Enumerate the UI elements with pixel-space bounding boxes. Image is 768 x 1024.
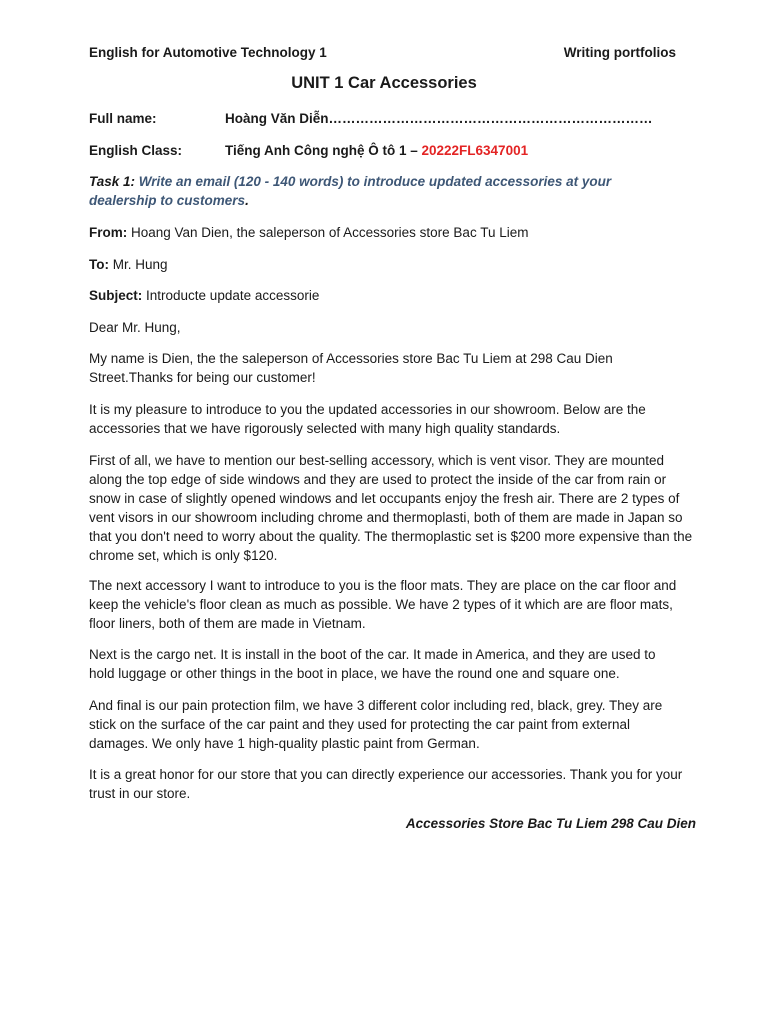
course-name: English for Automotive Technology 1 xyxy=(89,45,327,60)
greeting: Dear Mr. Hung, xyxy=(89,320,181,335)
task-text: Write an email (120 - 140 words) to introduce updated accessories at your dealership to customers xyxy=(89,174,612,208)
class-code: 20222FL6347001 xyxy=(421,143,529,158)
full-name-value: Hoàng Văn Diễn……………………………………………………………… xyxy=(225,111,653,126)
task-prompt xyxy=(89,172,669,210)
portfolio-label: Writing portfolios xyxy=(563,45,676,60)
from-label: From: xyxy=(89,225,128,240)
paragraph: Next is the cargo net. It is install in the boot of the car. It made in America, and they are used to hold luggage or other things in the boot in place, we have the round one and square one. xyxy=(89,647,656,681)
document-header xyxy=(89,45,676,60)
to-value: Mr. Hung xyxy=(109,257,168,272)
from-value: Hoang Van Dien, the saleperson of Accessories store Bac Tu Liem xyxy=(127,225,529,240)
subject-label: Subject: xyxy=(89,288,143,303)
paragraph: It is my pleasure to introduce to you the updated accessories in our showroom. Below are the accessories that we have rigorously selected with many high quality standards. xyxy=(89,402,646,436)
from-line xyxy=(89,223,699,242)
paragraph: First of all, we have to mention our best-selling accessory, which is vent visor. They are mounted along the top edge of side windows and they are used to protect the inside of the car from rain or snow in case of slightly opened windows and let occupants enjoy the fresh air. There are 2 types of vent visors in our showroom including chrome and thermoplasti, both of them are made in Japan so that you don't need to worry about the quality. The thermoplastic set is $200 more expensive than the chrome set, which is only $120. xyxy=(89,453,693,563)
task-label: Task 1: xyxy=(89,174,136,189)
task-end: . xyxy=(245,193,249,208)
subject-line xyxy=(89,286,699,305)
signoff: Accessories Store Bac Tu Liem 298 Cau Dien xyxy=(405,816,696,831)
paragraph: It is a great honor for our store that you can directly experience our accessories. Thank you for your trust in our store. xyxy=(89,767,683,801)
to-label: To: xyxy=(89,257,109,272)
english-class-value xyxy=(225,143,528,158)
page-title: UNIT 1 Car Accessories xyxy=(291,74,477,92)
paragraph: And final is our pain protection film, we have 3 different color including red, black, grey. They are stick on the surface of the car paint and they used for protecting the car paint from external damages. We only have 1 high-quality plastic paint from German. xyxy=(89,698,663,751)
class-name: Tiếng Anh Công nghệ Ô tô 1 – xyxy=(225,143,422,158)
subject-value: Introducte update accessorie xyxy=(142,288,320,303)
paragraph: My name is Dien, the the saleperson of Accessories store Bac Tu Liem at 298 Cau Dien Street.Thanks for being our customer! xyxy=(89,351,613,385)
english-class-label: English Class: xyxy=(89,143,183,158)
full-name-label: Full name: xyxy=(89,111,157,126)
to-line xyxy=(89,255,699,274)
paragraph: The next accessory I want to introduce to you is the floor mats. They are place on the car floor and keep the vehicle's floor clean as much as possible. We have 2 types of it which are are floor mats, floor liners, both of them are made in Vietnam. xyxy=(89,578,677,631)
